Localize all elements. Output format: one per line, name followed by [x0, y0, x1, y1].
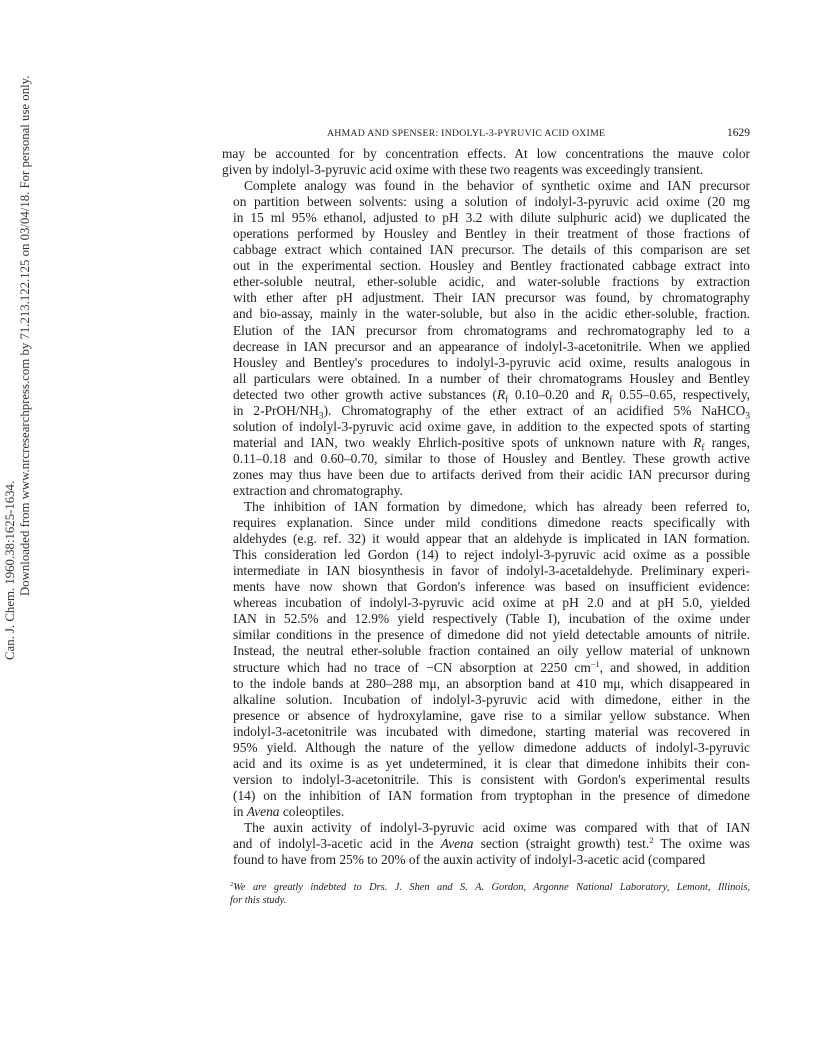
footnote	[230, 882, 750, 907]
text-line: for this study.	[230, 894, 287, 906]
text-line: indolyl-3-acetonitrile was incubated with dimedone, starting material was recovered in	[233, 723, 750, 739]
text-line: version to indolyl-3-acetonitrile. This is consistent with Gordon's experimental results	[233, 771, 750, 787]
text-line: 95% yield. Although the nature of the yellow dimedone adducts of indolyl-3-pyruvic	[233, 739, 750, 755]
text-line: The auxin activity of indolyl-3-pyruvic acid oxime was compared with that of IAN	[244, 819, 750, 835]
text-line: on partition between solvents: using a solution of indolyl-3-pyruvic acid oxime (20 mg	[233, 194, 750, 210]
text-line: in $2-PrOH/NH_3$). Chromatography of the ether extract of an acidified 5% NaHCO$_3$	[233, 402, 750, 422]
text-line: This consideration led Gordon (14) to reject indolyl-3-pyruvic acid oxime as a possible	[233, 547, 750, 563]
text-line: presence or absence of hydroxylamine, gave rise to a similar yellow substance. When	[233, 707, 750, 723]
citation-line: Can. J. Chem. 1960.38:1625-1634.	[3, 480, 17, 660]
paragraph	[222, 499, 750, 820]
text-line: 0.11–0.18 and 0.60–0.70, similar to those of Housley and Bentley. These growth active	[233, 450, 750, 466]
text-line: ments have now shown that Gordon's inference was based on insufficient evidence:	[233, 579, 750, 595]
page-number: 1629	[727, 127, 750, 139]
text-line: in 15 ml 95% ethanol, adjusted to pH 3.2 with dilute sulphuric acid) we duplicated the	[233, 210, 750, 226]
text-line: aldehydes (e.g. ref. 32) it would appear that an aldehyde is implicated in IAN formation.	[233, 531, 750, 547]
body-text	[222, 146, 750, 868]
text-line: given by indolyl-3-pyruvic acid oxime with these two reagents was exceedingly transient.	[222, 162, 704, 178]
text-line: material and IAN, two weakly Ehrlich-positive spots of unknown nature with $R_f$ ranges,	[233, 434, 750, 454]
text-line: extraction and chromatography.	[233, 482, 403, 498]
text-line: decrease in IAN precursor and an appearance of indolyl-3-acetonitrile. When we applied	[233, 338, 750, 354]
text-line: found to have from 25% to 20% of the auxin activity of indolyl-3-acetic acid (compared	[233, 852, 706, 868]
text-line: whereas incubation of indolyl-3-pyruvic acid oxime at pH 2.0 and at pH 5.0, yielded	[233, 595, 750, 611]
text-line: zones may thus have been due to artifacts derived from their acidic IAN precursor during	[233, 466, 750, 482]
text-line: operations performed by Housley and Bentley in their treatment of those fractions of	[233, 226, 750, 242]
text-line: Elution of the IAN precursor from chromatograms and rechromatography led to a	[233, 322, 750, 338]
text-line: ether-soluble neutral, ether-soluble acidic, and water-soluble fractions by extraction	[233, 274, 750, 290]
download-sidebar	[3, 75, 34, 660]
text-line: with ether after pH adjustment. Their IAN precursor was found, by chromatography	[233, 290, 750, 306]
paragraph	[222, 146, 750, 178]
text-line: all particulars were obtained. In a number of their chromatograms Housley and Bentley	[233, 370, 750, 386]
text-line: may be accounted for by concentration effects. At low concentrations the mauve color	[222, 146, 750, 161]
text-line: The inhibition of IAN formation by dimedone, which has already been referred to,	[244, 499, 750, 515]
running-title: AHMAD AND SPENSER: INDOLYL-3-PYRUVIC ACID OXIME	[327, 128, 606, 139]
text-line: and of indolyl-3-acetic acid in the Avena section (straight growth) test.$^2$ The oxime was	[233, 836, 750, 852]
text-line: structure which had no trace of −CN absorption at 2250 $cm^{-1}$, and showed, in addition	[233, 659, 750, 675]
text-line: and bio-assay, mainly in the water-soluble, but also in the acidic ether-soluble, fraction.	[233, 306, 750, 322]
download-notice: Downloaded from www.nrcresearchpress.com by 71.213.122.125 on 03/04/18. For personal use only.	[18, 75, 32, 596]
paragraph	[222, 178, 750, 499]
text-line: solution of indolyl-3-pyruvic acid oxime gave, in addition to the expected spots of starting	[233, 418, 750, 434]
text-line: (14) on the inhibition of IAN formation from tryptophan in the presence of dimedone	[233, 787, 750, 803]
text-line: $^2$We are greatly indebted to Drs. J. Shen and S. A. Gordon, Argonne National Laboratory, Lemont, Illinois,	[230, 881, 750, 893]
text-line: cabbage extract which contained IAN precursor. The details of this comparison are set	[233, 242, 750, 258]
text-line: similar conditions in the presence of dimedone did not yield detectable amounts of nitrile.	[233, 627, 750, 643]
text-line: IAN in 52.5% and 12.9% yield respectively (Table I), incubation of the oxime under	[233, 611, 750, 627]
text-line: alkaline solution. Incubation of indolyl-3-pyruvic acid with dimedone, either in the	[233, 691, 750, 707]
text-line: acid and its oxime is as yet undetermined, it is clear that dimedone inhibits their con-	[233, 755, 750, 771]
text-line: requires explanation. Since under mild conditions dimedone reacts specifically with	[233, 515, 750, 531]
text-line: Complete analogy was found in the behavior of synthetic oxime and IAN precursor	[244, 178, 750, 194]
text-line: intermediate in IAN biosynthesis in favor of indolyl-3-acetaldehyde. Preliminary experi-	[233, 563, 750, 579]
paragraph	[222, 820, 750, 868]
text-line: Instead, the neutral ether-soluble fraction contained an oily yellow material of unknown	[233, 643, 750, 659]
text-line: out in the experimental section. Housley and Bentley fractionated cabbage extract into	[233, 258, 750, 274]
text-line: in Avena coleoptiles.	[233, 803, 345, 819]
text-line: to the indole bands at 280–288 mμ, an absorption band at 410 mμ, which disappeared in	[233, 675, 750, 691]
text-line: detected two other growth active substances ($R_f$ 0.10–0.20 and $R_f$ 0.55–0.65, respectively,	[233, 386, 750, 406]
text-line: Housley and Bentley's procedures to indolyl-3-pyruvic acid oxime, results analogous in	[233, 354, 750, 370]
